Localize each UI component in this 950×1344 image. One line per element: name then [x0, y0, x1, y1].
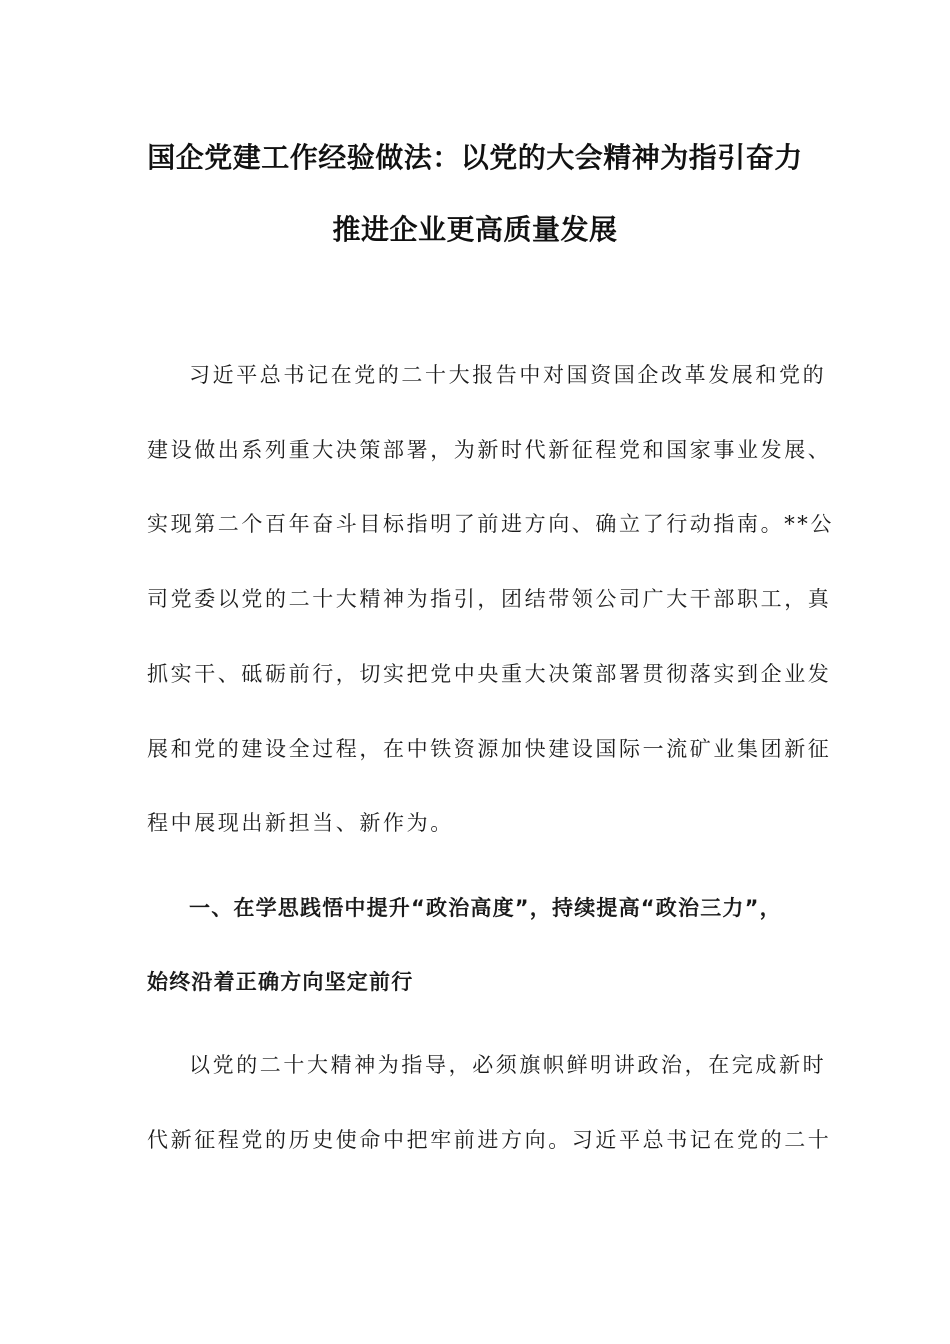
paragraph-line: 习近平总书记在党的二十大报告中对国资国企改革发展和党的	[189, 363, 827, 387]
paragraph-line: 代新征程党的历史使命中把牢前进方向。习近平总书记在党的二十	[147, 1128, 832, 1152]
paragraph-line: 实现第二个百年奋斗目标指明了前进方向、确立了行动指南。**公	[147, 512, 834, 536]
heading-line: 一、在学思践悟中提升“政治高度”，持续提高“政治三力”，	[189, 896, 782, 920]
paragraph-line: 建设做出系列重大决策部署，为新时代新征程党和国家事业发展、	[147, 438, 832, 462]
document-title-line-2: 推进企业更高质量发展	[332, 213, 618, 246]
paragraph-line: 展和党的建设全过程，在中铁资源加快建设国际一流矿业集团新征	[147, 737, 832, 761]
document-title-line-1: 国企党建工作经验做法：以党的大会精神为指引奋力	[147, 141, 803, 174]
paragraph-line: 以党的二十大精神为指导，必须旗帜鲜明讲政治，在完成新时	[189, 1053, 827, 1077]
paragraph-line: 司党委以党的二十大精神为指引，团结带领公司广大干部职工，真	[147, 587, 832, 611]
heading-line: 始终沿着正确方向坚定前行	[147, 970, 414, 994]
paragraph-line: 程中展现出新担当、新作为。	[147, 811, 454, 835]
paragraph-line: 抓实干、砥砺前行，切实把党中央重大决策部署贯彻落实到企业发	[147, 662, 832, 686]
